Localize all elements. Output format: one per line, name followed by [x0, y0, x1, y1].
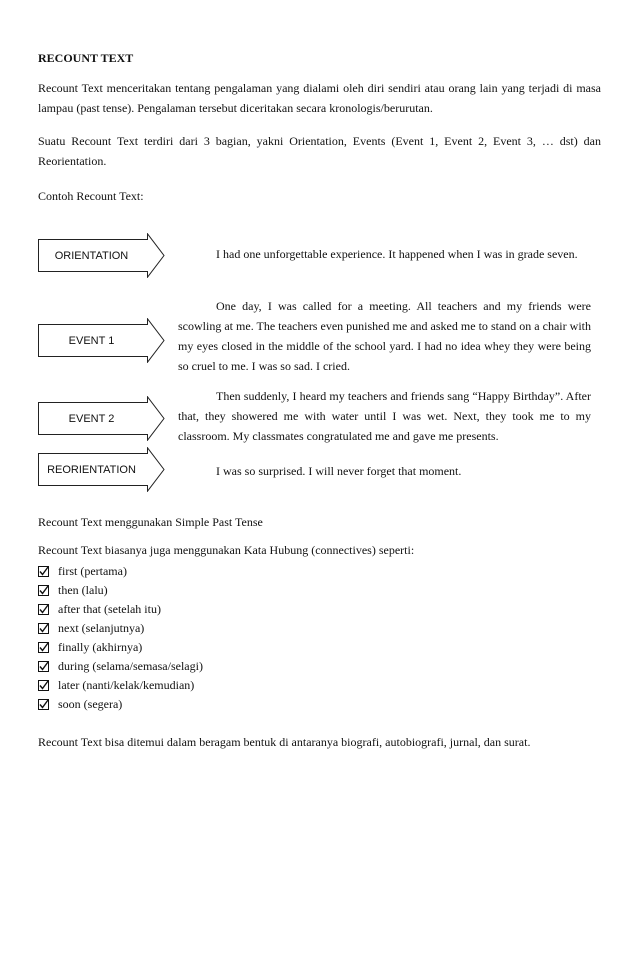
orientation-text: I had one unforgettable experience. It happened when I was in grade seven. — [216, 247, 578, 261]
connective-label: then (lalu) — [58, 583, 108, 597]
list-item — [38, 676, 203, 695]
forms-note: Recount Text bisa ditemui dalam beragam bentuk di antaranya biografi, autobiografi, jurnal, dan surat. — [38, 735, 531, 749]
intro-paragraph-structure: Suatu Recount Text terdiri dari 3 bagian, yakni Orientation, Events (Event 1, Event 2, Event 3, … dst) dan Reorientation. — [38, 134, 601, 168]
list-item — [38, 562, 203, 581]
list-item — [38, 638, 203, 657]
orientation-arrow-icon — [143, 233, 165, 278]
connective-label: soon (segera) — [58, 697, 123, 711]
checkbox-checked-icon — [38, 680, 49, 691]
list-item — [38, 695, 203, 714]
reorientation-arrow-icon — [143, 447, 165, 492]
document-title: RECOUNT TEXT — [38, 51, 134, 65]
connectives-intro: Recount Text biasanya juga menggunakan Kata Hubung (connectives) seperti: — [38, 543, 415, 557]
reorientation-label-box — [38, 453, 144, 486]
intro-paragraph-definition: Recount Text menceritakan tentang pengalaman yang dialami oleh diri sendiri atau orang lain yang terjadi di masa lampau (past tense). Pengalaman tersebut diceritakan secara kronologis/berurutan. — [38, 81, 601, 115]
orientation-label-box — [38, 239, 144, 272]
reorientation-label: REORIENTATION — [47, 463, 136, 476]
event2-text: Then suddenly, I heard my teachers and friends sang “Happy Birthday”. After that, they showered me with water until I was wet. Next, they took me to my classroom. My classmates congratulated me and gave me presents. — [178, 389, 591, 443]
list-item — [38, 600, 203, 619]
connective-label: during (selama/semasa/selagi) — [58, 659, 203, 673]
connective-label: finally (akhirnya) — [58, 640, 143, 654]
event1-label-box — [38, 324, 144, 357]
checkbox-checked-icon — [38, 699, 49, 710]
connectives-list — [38, 562, 203, 714]
list-item — [38, 581, 203, 600]
connective-label: after that (setelah itu) — [58, 602, 161, 616]
list-item — [38, 657, 203, 676]
list-item — [38, 619, 203, 638]
event2-label: EVENT 2 — [68, 412, 115, 425]
checkbox-checked-icon — [38, 661, 49, 672]
orientation-label: ORIENTATION — [54, 249, 129, 262]
connective-label: first (pertama) — [58, 564, 127, 578]
checkbox-checked-icon — [38, 585, 49, 596]
reorientation-text: I was so surprised. I will never forget that moment. — [216, 464, 462, 478]
checkbox-checked-icon — [38, 604, 49, 615]
intro-paragraph-example-heading: Contoh Recount Text: — [38, 189, 144, 203]
event1-arrow-icon — [143, 318, 165, 363]
event2-arrow-icon — [143, 396, 165, 441]
checkbox-checked-icon — [38, 623, 49, 634]
event2-label-box — [38, 402, 144, 435]
tense-note: Recount Text menggunakan Simple Past Tense — [38, 515, 263, 529]
event1-label: EVENT 1 — [68, 334, 115, 347]
event1-text: One day, I was called for a meeting. All teachers and my friends were scowling at me. The teachers even punished me and asked me to stand on a chair with my eyes closed in the middle of the school yard. I had no idea whey they were being so cruel to me. I was so sad. I cried. — [178, 299, 591, 373]
connective-label: next (selanjutnya) — [58, 621, 145, 635]
checkbox-checked-icon — [38, 642, 49, 653]
connective-label: later (nanti/kelak/kemudian) — [58, 678, 195, 692]
checkbox-checked-icon — [38, 566, 49, 577]
